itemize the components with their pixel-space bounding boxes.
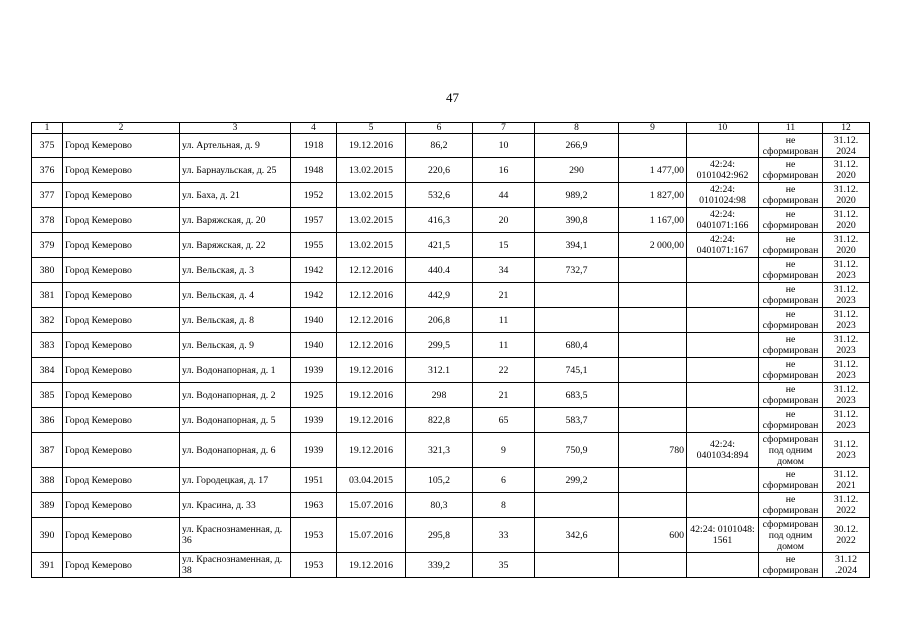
column-header: 9 (619, 123, 687, 134)
residents-cell: 20 (473, 208, 535, 233)
residents-cell: 10 (473, 134, 535, 158)
column-header: 3 (180, 123, 291, 134)
land-area-cell (535, 283, 619, 308)
land-status-cell: не сформирован (759, 408, 823, 433)
year-built-cell: 1953 (291, 553, 337, 578)
year-built-cell: 1963 (291, 493, 337, 518)
date-cell: 19.12.2016 (337, 553, 406, 578)
address-cell: ул. Водонапорная, д. 5 (180, 408, 291, 433)
cadastral-number-cell (687, 333, 759, 358)
land-cost-cell (619, 308, 687, 333)
land-status-cell: не сформирован (759, 308, 823, 333)
date-cell: 13.02.2015 (337, 158, 406, 183)
year-built-cell: 1918 (291, 134, 337, 158)
cadastral-number-cell: 42:24: 0401071:166 (687, 208, 759, 233)
area-cell: 416,3 (406, 208, 473, 233)
land-area-cell: 583,7 (535, 408, 619, 433)
residents-cell: 11 (473, 333, 535, 358)
municipality-cell: Город Кемерово (63, 518, 180, 553)
cadastral-number-cell (687, 283, 759, 308)
area-cell: 206,8 (406, 308, 473, 333)
residents-cell: 16 (473, 158, 535, 183)
year-built-cell: 1939 (291, 358, 337, 383)
land-status-cell: не сформирован (759, 333, 823, 358)
cadastral-number-cell (687, 408, 759, 433)
municipality-cell: Город Кемерово (63, 308, 180, 333)
row-number-cell: 391 (32, 553, 63, 578)
cadastral-number-cell (687, 134, 759, 158)
land-cost-cell: 600 (619, 518, 687, 553)
cadastral-number-cell: 42:24: 0101024:98 (687, 183, 759, 208)
column-header: 8 (535, 123, 619, 134)
table-row (32, 158, 870, 183)
municipality-cell: Город Кемерово (63, 208, 180, 233)
land-area-cell: 266,9 (535, 134, 619, 158)
table-row (32, 233, 870, 258)
year-built-cell: 1955 (291, 233, 337, 258)
residents-cell: 6 (473, 468, 535, 493)
land-cost-cell: 1 477,00 (619, 158, 687, 183)
municipality-cell: Город Кемерово (63, 433, 180, 468)
table-row (32, 333, 870, 358)
cadastral-number-cell (687, 358, 759, 383)
residents-cell: 11 (473, 308, 535, 333)
year-built-cell: 1942 (291, 283, 337, 308)
deadline-cell: 31.12. 2023 (823, 358, 870, 383)
row-number-cell: 376 (32, 158, 63, 183)
cadastral-number-cell (687, 258, 759, 283)
land-cost-cell (619, 383, 687, 408)
land-cost-cell (619, 358, 687, 383)
land-area-cell (535, 493, 619, 518)
deadline-cell: 31.12. 2023 (823, 283, 870, 308)
year-built-cell: 1948 (291, 158, 337, 183)
land-cost-cell (619, 258, 687, 283)
area-cell: 532,6 (406, 183, 473, 208)
land-status-cell: не сформирован (759, 358, 823, 383)
year-built-cell: 1940 (291, 333, 337, 358)
address-cell: ул. Вельская, д. 4 (180, 283, 291, 308)
deadline-cell: 31.12. 2020 (823, 183, 870, 208)
table-row (32, 553, 870, 578)
land-status-cell: не сформирован (759, 208, 823, 233)
municipality-cell: Город Кемерово (63, 358, 180, 383)
table-row (32, 308, 870, 333)
land-status-cell: не сформирован (759, 383, 823, 408)
land-cost-cell (619, 408, 687, 433)
land-status-cell: сформирован под одним домом (759, 518, 823, 553)
land-cost-cell: 2 000,00 (619, 233, 687, 258)
area-cell: 440.4 (406, 258, 473, 283)
address-cell: ул. Вельская, д. 3 (180, 258, 291, 283)
land-area-cell: 750,9 (535, 433, 619, 468)
area-cell: 298 (406, 383, 473, 408)
municipality-cell: Город Кемерово (63, 493, 180, 518)
land-cost-cell (619, 283, 687, 308)
deadline-cell: 31.12. 2021 (823, 468, 870, 493)
land-area-cell: 299,2 (535, 468, 619, 493)
year-built-cell: 1953 (291, 518, 337, 553)
deadline-cell: 31.12. 2020 (823, 233, 870, 258)
row-number-cell: 385 (32, 383, 63, 408)
land-area-cell (535, 308, 619, 333)
municipality-cell: Город Кемерово (63, 158, 180, 183)
date-cell: 12.12.2016 (337, 308, 406, 333)
residents-cell: 65 (473, 408, 535, 433)
area-cell: 105,2 (406, 468, 473, 493)
row-number-cell: 383 (32, 333, 63, 358)
table-row (32, 283, 870, 308)
municipality-cell: Город Кемерово (63, 468, 180, 493)
deadline-cell: 31.12. 2024 (823, 134, 870, 158)
land-area-cell: 989,2 (535, 183, 619, 208)
date-cell: 19.12.2016 (337, 358, 406, 383)
area-cell: 299,5 (406, 333, 473, 358)
table-row (32, 408, 870, 433)
column-header: 4 (291, 123, 337, 134)
address-cell: ул. Водонапорная, д. 6 (180, 433, 291, 468)
land-area-cell: 342,6 (535, 518, 619, 553)
land-cost-cell (619, 553, 687, 578)
table-row (32, 383, 870, 408)
land-status-cell: не сформирован (759, 183, 823, 208)
land-area-cell: 290 (535, 158, 619, 183)
residents-cell: 9 (473, 433, 535, 468)
year-built-cell: 1942 (291, 258, 337, 283)
row-number-cell: 377 (32, 183, 63, 208)
land-status-cell: не сформирован (759, 553, 823, 578)
column-header: 1 (32, 123, 63, 134)
date-cell: 19.12.2016 (337, 433, 406, 468)
land-status-cell: не сформирован (759, 233, 823, 258)
table-row (32, 134, 870, 158)
date-cell: 12.12.2016 (337, 258, 406, 283)
residents-cell: 22 (473, 358, 535, 383)
date-cell: 13.02.2015 (337, 233, 406, 258)
row-number-cell: 379 (32, 233, 63, 258)
land-cost-cell: 780 (619, 433, 687, 468)
address-cell: ул. Краснознаменная, д. 36 (180, 518, 291, 553)
residents-cell: 21 (473, 383, 535, 408)
column-header: 2 (63, 123, 180, 134)
cadastral-number-cell (687, 308, 759, 333)
year-built-cell: 1957 (291, 208, 337, 233)
date-cell: 12.12.2016 (337, 333, 406, 358)
residents-cell: 35 (473, 553, 535, 578)
address-cell: ул. Вельская, д. 8 (180, 308, 291, 333)
area-cell: 421,5 (406, 233, 473, 258)
municipality-cell: Город Кемерово (63, 134, 180, 158)
residents-cell: 34 (473, 258, 535, 283)
area-cell: 295,8 (406, 518, 473, 553)
table-row (32, 468, 870, 493)
date-cell: 15.07.2016 (337, 493, 406, 518)
address-cell: ул. Водонапорная, д. 2 (180, 383, 291, 408)
municipality-cell: Город Кемерово (63, 258, 180, 283)
area-cell: 220,6 (406, 158, 473, 183)
address-cell: ул. Варяжская, д. 20 (180, 208, 291, 233)
residents-cell: 33 (473, 518, 535, 553)
municipality-cell: Город Кемерово (63, 233, 180, 258)
column-header: 7 (473, 123, 535, 134)
land-cost-cell (619, 134, 687, 158)
column-header: 10 (687, 123, 759, 134)
address-cell: ул. Барнаульская, д. 25 (180, 158, 291, 183)
cadastral-number-cell (687, 383, 759, 408)
page-number: 47 (446, 90, 459, 105)
column-number-row (32, 123, 870, 134)
land-status-cell: не сформирован (759, 283, 823, 308)
land-cost-cell (619, 333, 687, 358)
deadline-cell: 31.12. 2023 (823, 408, 870, 433)
land-cost-cell: 1 827,00 (619, 183, 687, 208)
land-area-cell: 394,1 (535, 233, 619, 258)
cadastral-number-cell (687, 493, 759, 518)
year-built-cell: 1951 (291, 468, 337, 493)
row-number-cell: 375 (32, 134, 63, 158)
date-cell: 19.12.2016 (337, 383, 406, 408)
residents-cell: 15 (473, 233, 535, 258)
address-cell: ул. Городецкая, д. 17 (180, 468, 291, 493)
address-cell: ул. Баха, д. 21 (180, 183, 291, 208)
row-number-cell: 382 (32, 308, 63, 333)
municipality-cell: Город Кемерово (63, 408, 180, 433)
land-status-cell: не сформирован (759, 258, 823, 283)
address-cell: ул. Краснознаменная, д. 38 (180, 553, 291, 578)
row-number-cell: 384 (32, 358, 63, 383)
date-cell: 19.12.2016 (337, 408, 406, 433)
land-status-cell: не сформирован (759, 134, 823, 158)
deadline-cell: 31.12. 2020 (823, 158, 870, 183)
land-status-cell: не сформирован (759, 468, 823, 493)
land-area-cell: 732,7 (535, 258, 619, 283)
area-cell: 822,8 (406, 408, 473, 433)
residents-cell: 21 (473, 283, 535, 308)
date-cell: 15.07.2016 (337, 518, 406, 553)
cadastral-number-cell: 42:24: 0401034:894 (687, 433, 759, 468)
land-cost-cell (619, 493, 687, 518)
address-cell: ул. Артельная, д. 9 (180, 134, 291, 158)
residents-cell: 8 (473, 493, 535, 518)
table-row (32, 258, 870, 283)
column-header: 12 (823, 123, 870, 134)
municipality-cell: Город Кемерово (63, 383, 180, 408)
address-cell: ул. Красина, д. 33 (180, 493, 291, 518)
land-cost-cell: 1 167,00 (619, 208, 687, 233)
year-built-cell: 1940 (291, 308, 337, 333)
row-number-cell: 381 (32, 283, 63, 308)
housing-registry-table (31, 122, 870, 578)
column-header: 6 (406, 123, 473, 134)
table-row (32, 518, 870, 553)
land-area-cell: 390,8 (535, 208, 619, 233)
deadline-cell: 31.12. 2023 (823, 333, 870, 358)
deadline-cell: 31.12 .2024 (823, 553, 870, 578)
land-status-cell: не сформирован (759, 493, 823, 518)
year-built-cell: 1952 (291, 183, 337, 208)
date-cell: 12.12.2016 (337, 283, 406, 308)
address-cell: ул. Вельская, д. 9 (180, 333, 291, 358)
year-built-cell: 1939 (291, 433, 337, 468)
land-area-cell: 683,5 (535, 383, 619, 408)
row-number-cell: 387 (32, 433, 63, 468)
deadline-cell: 30.12. 2022 (823, 518, 870, 553)
cadastral-number-cell: 42:24: 0401071:167 (687, 233, 759, 258)
deadline-cell: 31.12. 2023 (823, 308, 870, 333)
column-header: 5 (337, 123, 406, 134)
table-row (32, 183, 870, 208)
land-status-cell: сформирован под одним домом (759, 433, 823, 468)
cadastral-number-cell: 42:24: 0101048: 1561 (687, 518, 759, 553)
land-area-cell: 745,1 (535, 358, 619, 383)
cadastral-number-cell: 42:24: 0101042:962 (687, 158, 759, 183)
row-number-cell: 390 (32, 518, 63, 553)
deadline-cell: 31.12. 2022 (823, 493, 870, 518)
deadline-cell: 31.12. 2023 (823, 383, 870, 408)
row-number-cell: 380 (32, 258, 63, 283)
municipality-cell: Город Кемерово (63, 283, 180, 308)
date-cell: 13.02.2015 (337, 183, 406, 208)
area-cell: 80,3 (406, 493, 473, 518)
column-header: 11 (759, 123, 823, 134)
area-cell: 339,2 (406, 553, 473, 578)
row-number-cell: 388 (32, 468, 63, 493)
row-number-cell: 378 (32, 208, 63, 233)
area-cell: 86,2 (406, 134, 473, 158)
municipality-cell: Город Кемерово (63, 183, 180, 208)
address-cell: ул. Водонапорная, д. 1 (180, 358, 291, 383)
deadline-cell: 31.12. 2023 (823, 258, 870, 283)
area-cell: 442,9 (406, 283, 473, 308)
year-built-cell: 1925 (291, 383, 337, 408)
residents-cell: 44 (473, 183, 535, 208)
year-built-cell: 1939 (291, 408, 337, 433)
table-row (32, 433, 870, 468)
land-area-cell (535, 553, 619, 578)
row-number-cell: 389 (32, 493, 63, 518)
cadastral-number-cell (687, 468, 759, 493)
date-cell: 19.12.2016 (337, 134, 406, 158)
table-row (32, 358, 870, 383)
address-cell: ул. Варяжская, д. 22 (180, 233, 291, 258)
deadline-cell: 31.12. 2023 (823, 433, 870, 468)
land-status-cell: не сформирован (759, 158, 823, 183)
cadastral-number-cell (687, 553, 759, 578)
date-cell: 03.04.2015 (337, 468, 406, 493)
table-row (32, 493, 870, 518)
row-number-cell: 386 (32, 408, 63, 433)
date-cell: 13.02.2015 (337, 208, 406, 233)
deadline-cell: 31.12. 2020 (823, 208, 870, 233)
land-area-cell: 680,4 (535, 333, 619, 358)
land-cost-cell (619, 468, 687, 493)
area-cell: 321,3 (406, 433, 473, 468)
municipality-cell: Город Кемерово (63, 553, 180, 578)
municipality-cell: Город Кемерово (63, 333, 180, 358)
table-row (32, 208, 870, 233)
area-cell: 312.1 (406, 358, 473, 383)
